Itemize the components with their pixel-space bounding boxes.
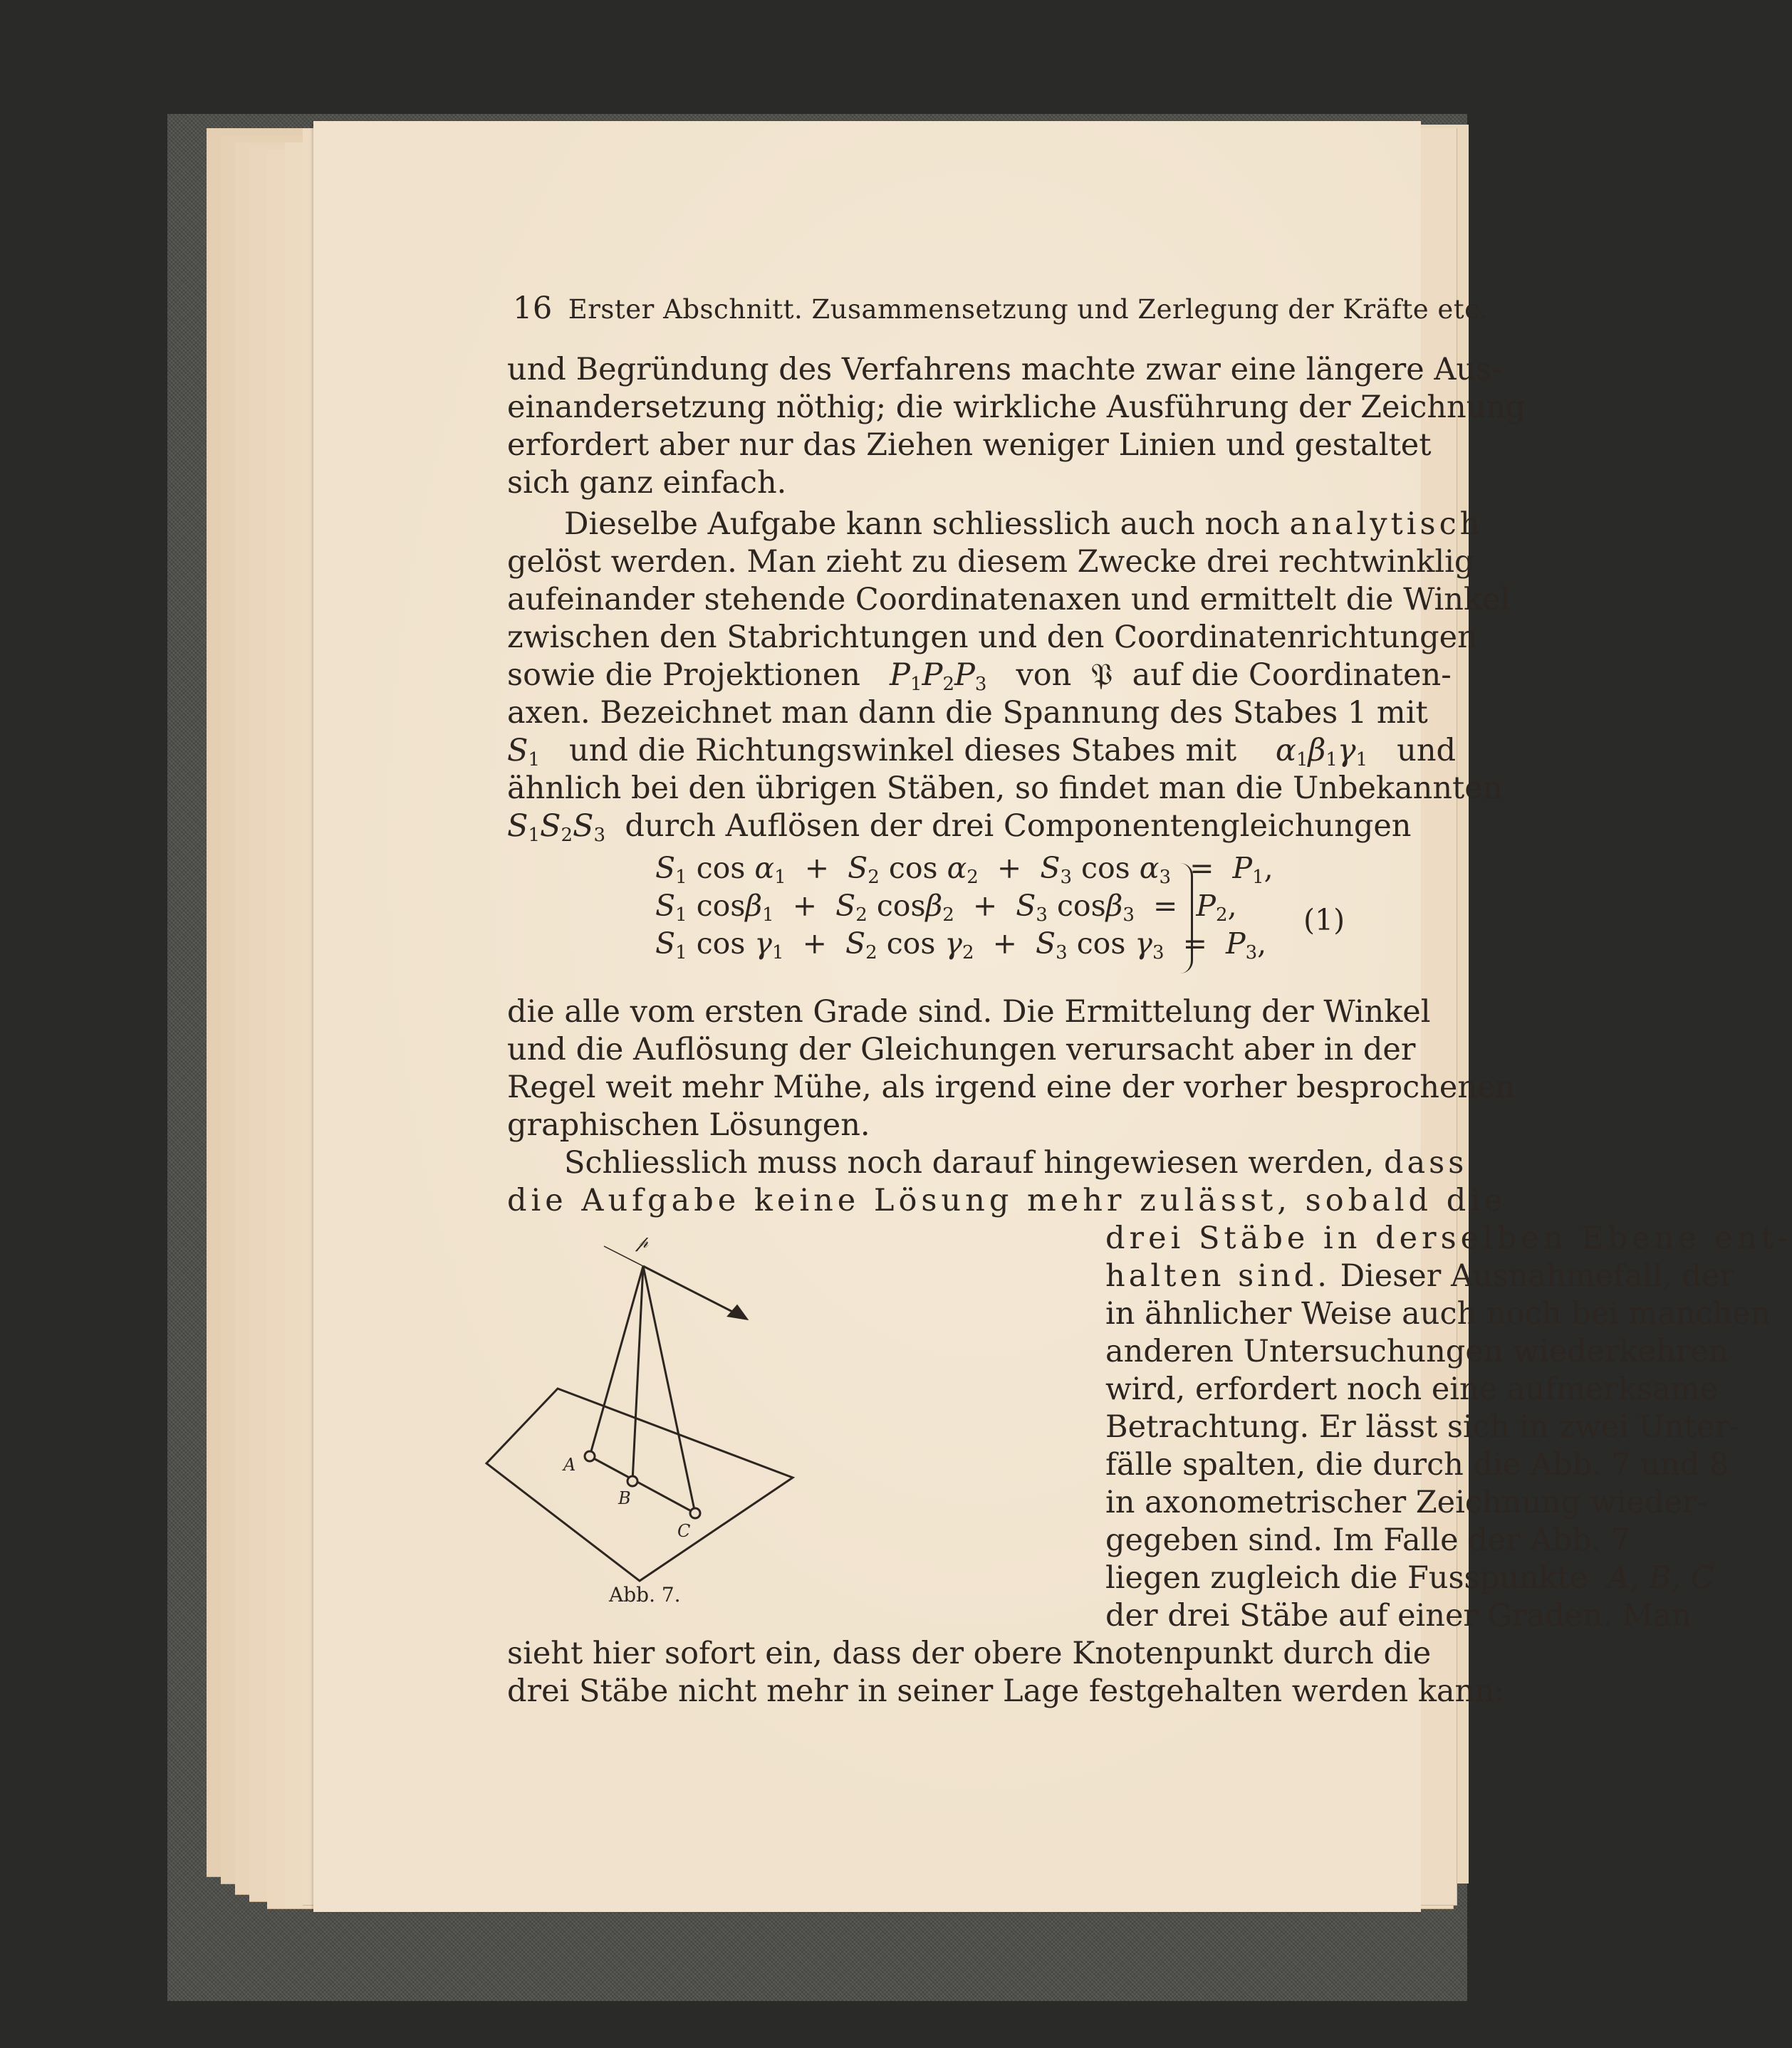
bar-c — [643, 1266, 695, 1513]
text-line: Schliesslich muss noch darauf hingewiesen werden, dass — [564, 1145, 1468, 1181]
text-line: die Aufgabe keine Lösung mehr zulässt, sobald die — [507, 1183, 1507, 1218]
base-line — [590, 1456, 695, 1513]
label-b: B — [618, 1488, 631, 1508]
text-line: gegeben sind. Im Falle der Abb. 7 — [1105, 1522, 1631, 1558]
text-line: und die Auflösung der Gleichungen verursacht aber in der — [507, 1032, 1416, 1067]
text-line: aufeinander stehende Coordinatenaxen und ermittelt die Winkel — [507, 582, 1511, 617]
label-c: C — [677, 1521, 691, 1541]
text-line: sowie die Projektionen $P_1P_2P_3$ von 𝔓 auf die Coordinaten- — [507, 657, 1452, 695]
node-c — [690, 1508, 700, 1518]
figure-abb-7 — [479, 1225, 793, 1595]
text-line: einandersetzung nöthig; die wirkliche Ausführung der Zeichnung — [507, 390, 1526, 425]
equation-number: (1) — [1303, 903, 1345, 937]
label-a: A — [563, 1455, 576, 1475]
text-line: Dieselbe Aufgabe kann schliesslich auch noch analytisch — [564, 506, 1484, 542]
text-line: Betrachtung. Er lässt sich in zwei Unter- — [1105, 1409, 1740, 1445]
text-line: anderen Untersuchungen wiederkehren — [1105, 1334, 1729, 1369]
text-line: fälle spalten, die durch die Abb. 7 und 8 — [1105, 1447, 1729, 1483]
node-a — [585, 1451, 595, 1461]
text-line: wird, erfordert noch eine aufmerksame — [1105, 1372, 1718, 1407]
text-line: axen. Bezeichnet man dann die Spannung des Stabes 1 mit — [507, 695, 1428, 731]
text-line: liegen zugleich die Fusspunkte A, B, C — [1105, 1560, 1714, 1596]
text-line: sieht hier sofort ein, dass der obere Knotenpunkt durch die — [507, 1636, 1432, 1671]
text-line: der drei Stäbe auf einer Graden. Man — [1105, 1598, 1692, 1634]
equation-row-1: $S_1$ $\cos \alpha_1 + S_2$ $\cos \alpha_2 + S_3$ $\cos \alpha_3 = P_1$, — [655, 851, 1273, 888]
text-line: graphischen Lösungen. — [507, 1107, 870, 1143]
figure-caption: Abb. 7. — [609, 1583, 681, 1606]
text-line: drei Stäbe nicht mehr in seiner Lage festgehalten werden kann: — [507, 1673, 1505, 1709]
wrap-column — [1105, 1221, 1792, 1636]
text-line: erfordert aber nur das Ziehen weniger Linien und gestaltet — [507, 427, 1432, 463]
text-line: sich ganz einfach. — [507, 465, 787, 501]
plane-outline — [486, 1389, 793, 1581]
running-head: Erster Abschnitt. Zusammensetzung und Zerlegung der Kräfte etc. — [568, 294, 1489, 325]
equation-row-3: $S_1$ $\cos \gamma_1 + S_2$ $\cos \gamma_2 + S_3$ $\cos \gamma_3 = P_3$, — [655, 926, 1267, 963]
node-b — [627, 1476, 637, 1486]
equation-row-2: $S_1$ $\cos\beta_1 + S_2$ $\cos\beta_2 + S_3$ $\cos\beta_3 = P_2$, — [655, 889, 1237, 926]
text-line: $S_1$ und die Richtungswinkel dieses Stabes mit $\alpha_1\beta_1\gamma_1$ und — [507, 733, 1457, 770]
force-arrow — [643, 1266, 746, 1319]
text-line: in axonometrischer Zeichnung wieder- — [1105, 1485, 1707, 1520]
text-line: die alle vom ersten Grade sind. Die Ermittelung der Winkel — [507, 994, 1431, 1030]
text-line: halten sind. Dieser Ausnahmefall, der — [1105, 1258, 1734, 1294]
text-line: und Begründung des Verfahrens machte zwar eine längere Aus- — [507, 352, 1502, 387]
text-line: ähnlich bei den übrigen Stäben, so findet man die Unbekannten — [507, 770, 1503, 806]
page-number: 16 — [513, 291, 553, 326]
arrow-head — [729, 1306, 746, 1319]
text-line: Regel weit mehr Mühe, als irgend eine der vorher besprochenen — [507, 1070, 1516, 1105]
label-p: 𝓅 — [636, 1232, 649, 1252]
text-line: drei Stäbe in derselben Ebene ent- — [1105, 1221, 1792, 1256]
page-lower-text — [313, 121, 1792, 1912]
text-line: gelöst werden. Man zieht zu diesem Zwecke drei rechtwinklig — [507, 544, 1474, 580]
text-line: $S_1S_2S_3$ durch Auflösen der drei Componentengleichungen — [507, 808, 1412, 846]
text-line: zwischen den Stabrichtungen und den Coordinatenrichtungen — [507, 620, 1477, 655]
text-line: in ähnlicher Weise auch noch bei manchen — [1105, 1296, 1771, 1332]
